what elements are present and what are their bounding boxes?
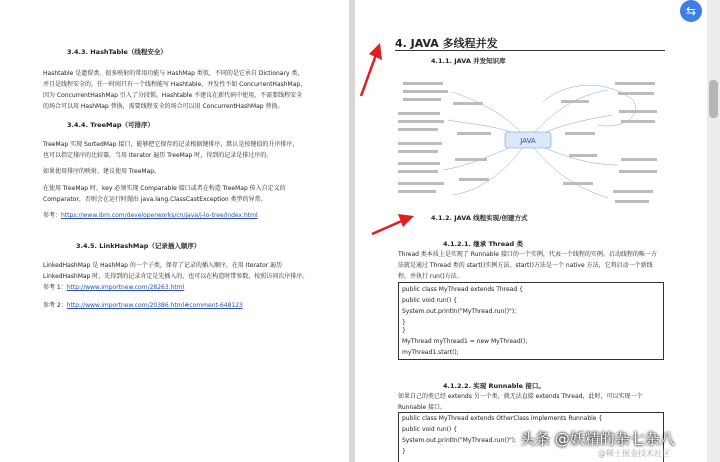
reference-label: 参考 1： <box>43 284 67 291</box>
paragraph-line: 法就是通过 Thread 类的 start()实例方法。start()方法是一个 native 方法，它将启动一个新线 <box>398 262 653 269</box>
code-line: } <box>402 327 406 334</box>
section-heading-treemap: 3.4.4. TreeMap（可排序） <box>67 121 154 129</box>
section-heading-linkedhashmap: 3.4.5. LinkHashMap（记录插入顺序） <box>76 242 201 250</box>
code-line: } <box>402 448 406 455</box>
section-heading-thread: 4.1.2.1. 继承 Thread 类 <box>443 240 523 248</box>
paragraph-line: 如果自己的类已经 extends 另一个类，就无法直接 extends Thread，此时，可以实现一个 <box>398 393 643 400</box>
reference-line <box>43 212 258 220</box>
mindmap-center-label: JAVA <box>520 137 536 145</box>
paragraph-line: 也可以指定排序的比较器，当用 Iterator 遍历 TreeMap 时，得到的记录是排过序的。 <box>43 152 273 159</box>
code-line: System.out.println("MyThread.run()"); <box>402 308 517 315</box>
paragraph-line: 并且是线程安全的，任一时间只有一个线程能写 Hashtable，并发性不如 ConcurrentHashMap， <box>43 81 307 88</box>
paragraph-line: 程，并执行 run()方法。 <box>398 273 463 280</box>
code-line: public void run() { <box>402 426 458 433</box>
section-heading-knowledge: 4.1.1. JAVA 并发知识库 <box>431 57 506 65</box>
reference-link[interactable]: https://www.ibm.com/developerworks/cn/java/j-lo-tree/index.html <box>61 212 258 219</box>
document-page-left <box>0 0 349 462</box>
paragraph-line: TreeMap 实现 SortedMap 接口，能够把它保存的记录根据键排序，默认是按键值的升序排序， <box>43 141 299 148</box>
code-line: myThread1.start(); <box>402 349 459 356</box>
code-line: public void run() { <box>402 297 458 304</box>
paragraph-line: LinkedHashMap 是 HashMap 的一个子类，保存了记录的插入顺序，在用 Iterator 遍历 <box>43 262 283 269</box>
code-line: MyThread myThread1 = new MyThread(); <box>402 338 528 345</box>
code-block-thread <box>398 282 664 360</box>
vertical-scrollbar[interactable] <box>707 0 720 462</box>
reference-link[interactable]: http://www.importnew.com/28263.html <box>66 284 185 291</box>
annotation-arrow-bottom <box>368 212 418 238</box>
scrollbar-thumb[interactable] <box>709 80 718 118</box>
reference-link[interactable]: http://www.importnew.com/20386.html#comment-648123 <box>66 302 243 309</box>
translate-icon[interactable]: ⇆ <box>680 0 702 22</box>
annotation-arrow-top <box>355 40 385 100</box>
code-line: public class MyThread extends OtherClass implements Runnable { <box>402 415 603 422</box>
reference-label: 参考 2： <box>43 302 67 309</box>
paragraph-line: 因为 ConcurrentHashMap 引入了分段锁。Hashtable 不建议在新代码中使用，不需要线程安全 <box>43 92 303 99</box>
paragraph-line: Comparator，否则会在运行时抛出 java.lang.ClassCastException 类型的异常。 <box>43 196 267 203</box>
section-heading-impl: 4.1.2. JAVA 线程实现/创建方式 <box>431 214 528 222</box>
chapter-title: 4. JAVA 多线程并发 <box>395 37 498 50</box>
code-line: System.out.println("MyThread.run()"); <box>402 437 517 444</box>
section-heading-hashtable: 3.4.3. HashTable（线程安全） <box>67 48 167 56</box>
code-line: } <box>402 319 406 326</box>
paragraph-line: 如果使用排序的映射，建议使用 TreeMap。 <box>43 168 161 175</box>
paragraph-line: Hashtable 是遗留类，很多映射的常用功能与 HashMap 类似，不同的是它承自 Dictionary 类， <box>43 70 304 77</box>
watermark-text: 头条 @妖精的杂七杂八 <box>520 430 675 448</box>
paragraph-line: Runnable 接口。 <box>398 404 447 411</box>
reference-line <box>43 284 184 292</box>
reference-label: 参考： <box>43 212 62 219</box>
concurrency-mindmap-image <box>393 70 663 210</box>
paragraph-line: 的场合可以用 HashMap 替换，需要线程安全的场合可以用 ConcurrentHashMap 替换。 <box>43 103 284 110</box>
heading-rule <box>395 50 665 51</box>
section-heading-runnable: 4.1.2.2. 实现 Runnable 接口。 <box>443 382 545 390</box>
watermark-secondary: @稀土掘金技术社区 <box>598 449 670 458</box>
code-line: public class MyThread extends Thread { <box>402 286 523 293</box>
paragraph-line: LinkedHashMap 时，先得到的记录肯定是先插入的，也可以在构造时带参数，按照访问次序排序。 <box>43 273 309 280</box>
reference-line <box>43 302 243 310</box>
paragraph-line: 在使用 TreeMap 时，key 必须实现 Comparable 接口或者在构造 TreeMap 传入自定义的 <box>43 185 286 192</box>
paragraph-line: Thread 类本质上是实现了 Runnable 接口的一个实例，代表一个线程的实例。启动线程的唯一方 <box>398 251 657 258</box>
